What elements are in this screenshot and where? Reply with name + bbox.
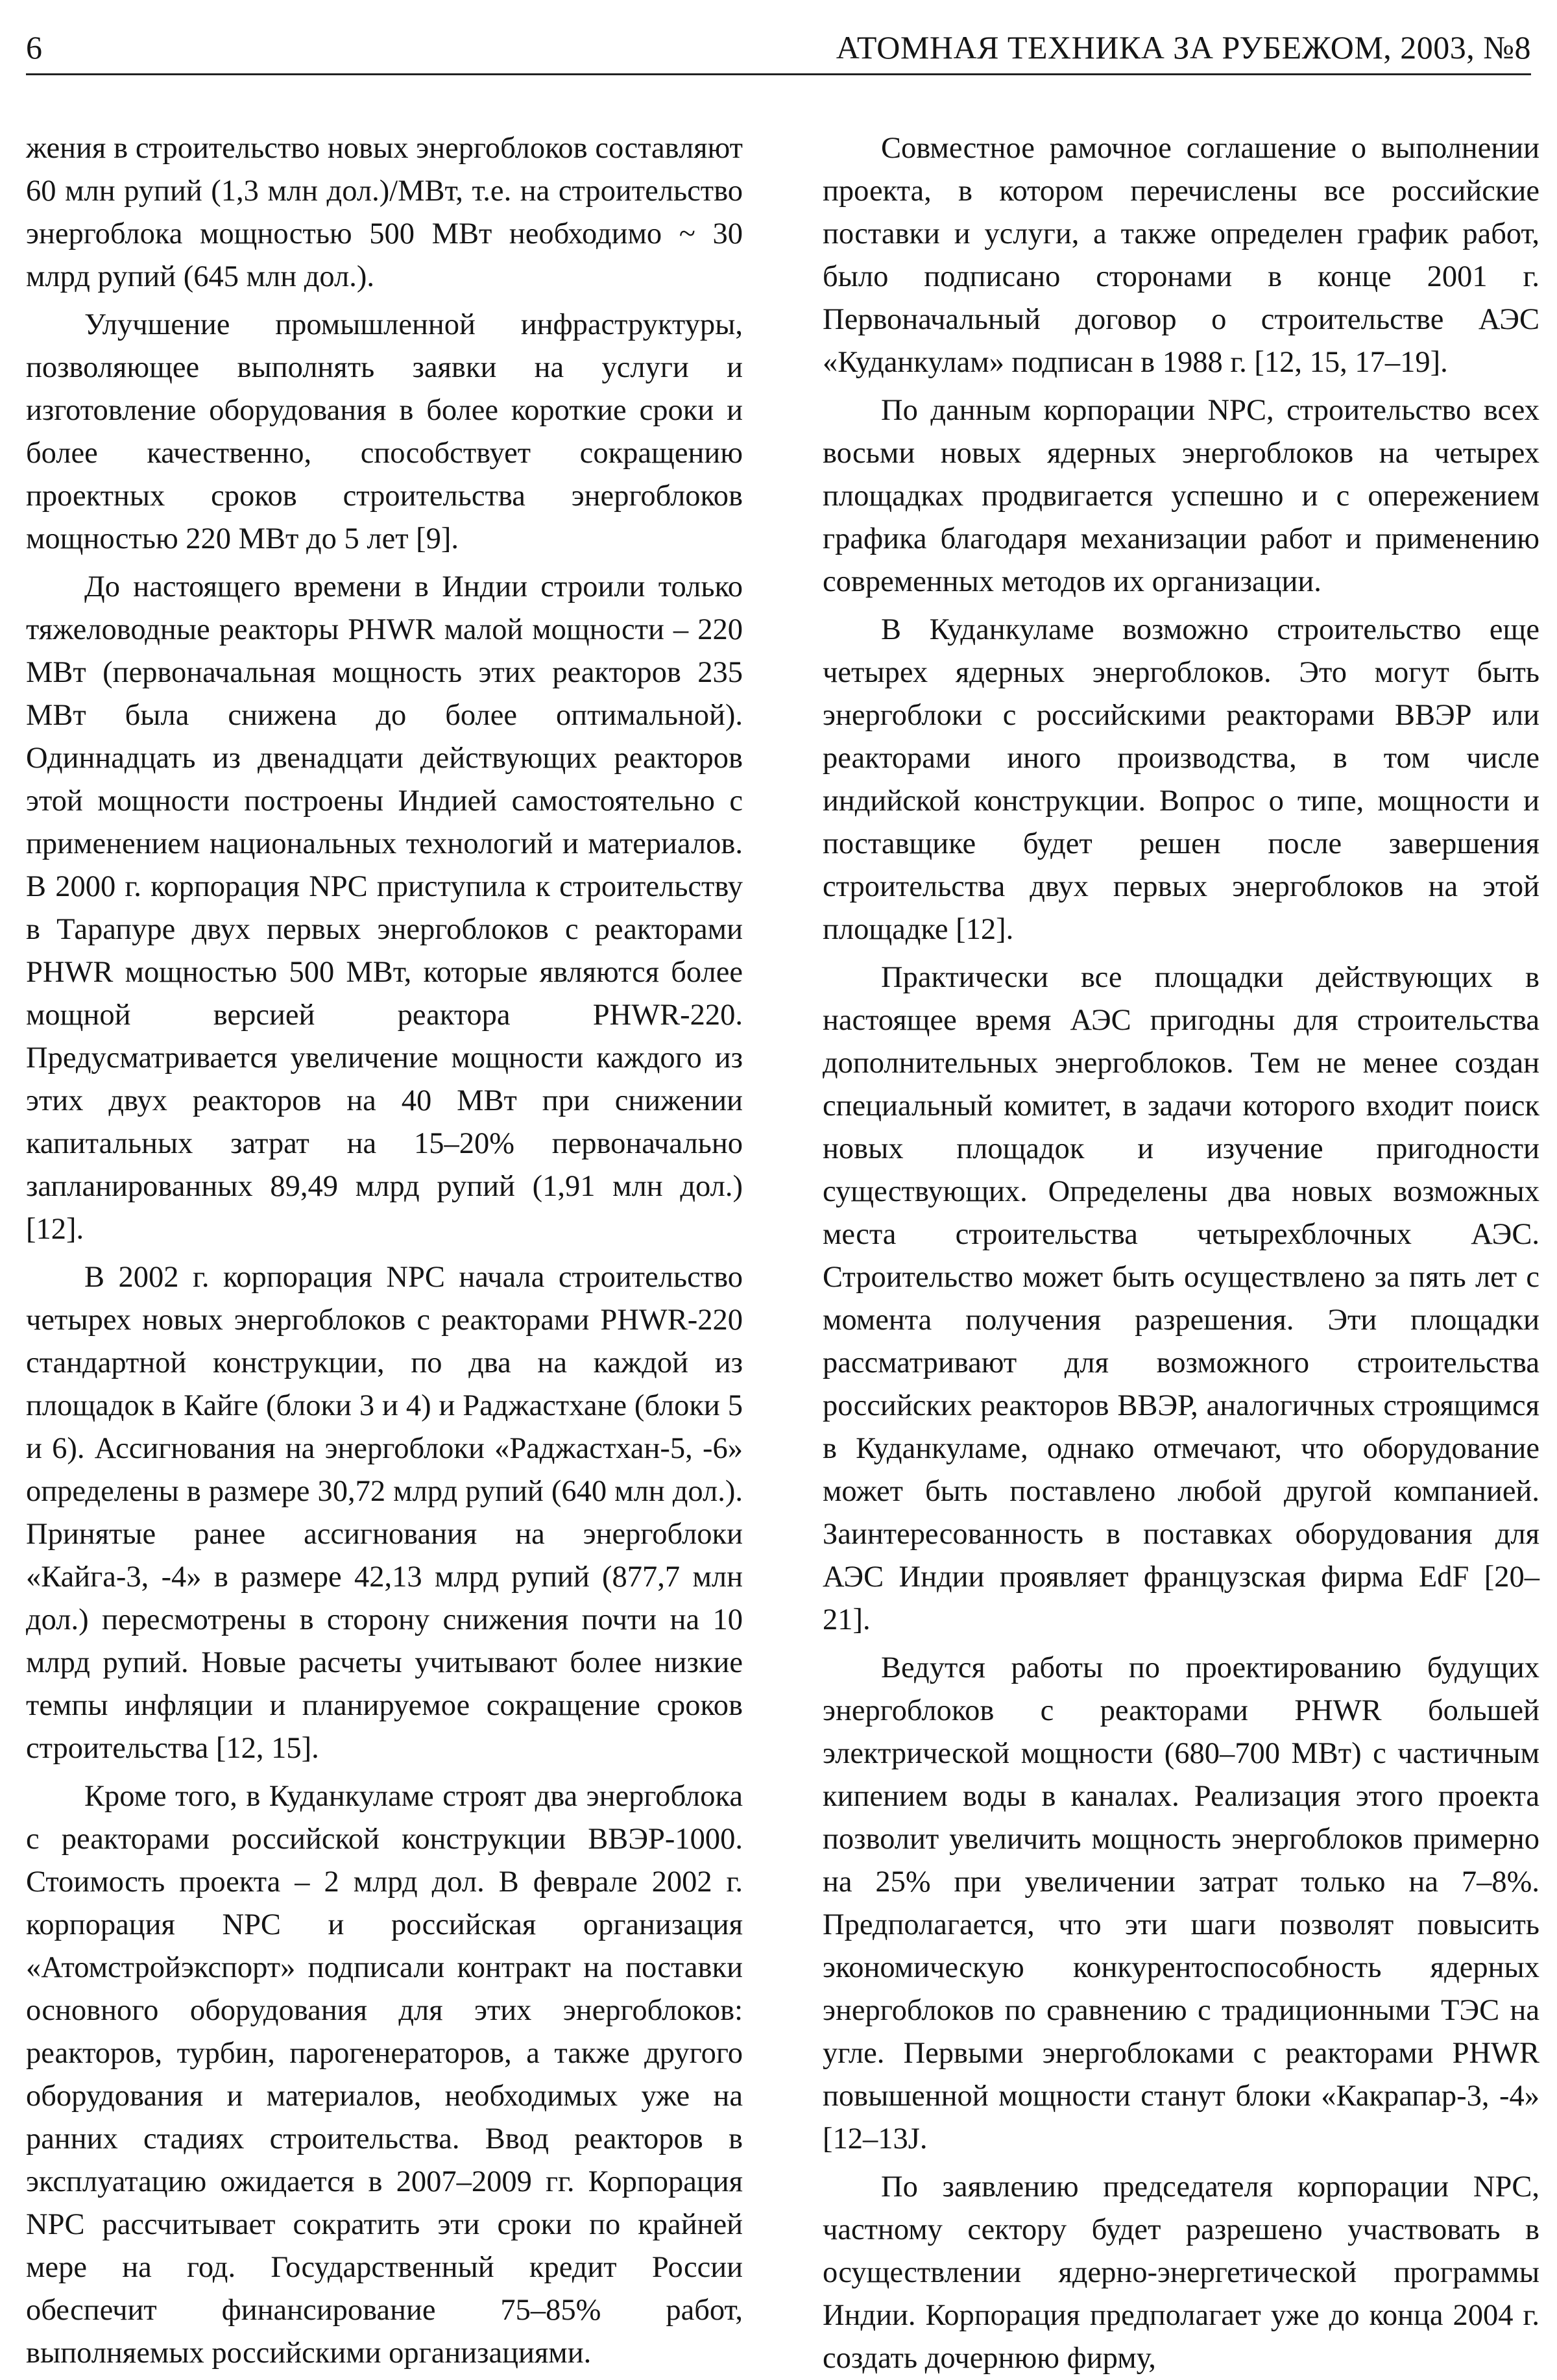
paragraph: В Куданкуламе возможно строительство еще четырех ядерных энергоблоков. Это могут быть энергоблоки с российскими реакторами ВВЭР или реакторами иного производства, в том числе индийской конструкции. Вопрос о типе, мощности и поставщике будет решен после завершения строительства двух первых энергоблоков на этой площадке [12]. (823, 613, 1539, 946)
paragraph: жения в строительство новых энергоблоков составляют 60 млн рупий (1,3 млн дол.)/МВт, т.е. на строительство энергоблока мощностью 500 МВт необходимо ~ 30 млрд рупий (645 млн дол.). (26, 132, 743, 293)
paragraph: В 2002 г. корпорация NPC начала строительство четырех новых энергоблоков с реакторами PHWR-220 стандартной конструкции, по два на каждой из площадок в Кайге (блоки 3 и 4) и Раджастхане (блоки 5 и 6). Ассигнования на энергоблоки «Раджастхан-5, -6» определены в размере 30,72 млрд рупий (640 млн дол.). Принятые ранее ассигнования на энергоблоки «Кайга-3, -4» в размере 42,13 млрд рупий (877,7 млн дол.) пересмотрены в сторону снижения почти на 10 млрд рупий. Новые расчеты учитывают более низкие темпы инфляции и планируемое сокращение сроков строительства [12, 15]. (26, 1261, 743, 1765)
paragraph: По заявлению председателя корпорации NPC, частному сектору будет разрешено участвовать в осуществлении ядерно-энергетической программы Индии. Корпорация предполагает уже до конца 2004 г. создать дочернюю фирму, (823, 2170, 1539, 2375)
paragraph: Улучшение промышленной инфраструктуры, позволяющее выполнять заявки на услуги и изготовление оборудования в более короткие сроки и более качественно, способствует сокращению проектных сроков строительства энергоблоков мощностью 220 МВт до 5 лет [9]. (26, 308, 743, 555)
header-rule (26, 73, 1531, 75)
paragraph: Кроме того, в Куданкуламе строят два энергоблока с реакторами российской конструкции ВВЭР-1000. Стоимость проекта – 2 млрд дол. В феврале 2002 г. корпорация NPC и российская организация «Атомстройэкспорт» подписали контракт на поставки основного оборудования для этих энергоблоков: реакторов, турбин, парогенераторов, а также другого оборудования и материалов, необходимых уже на ранних стадиях строительства. Ввод реакторов в эксплуатацию ожидается в 2007–2009 гг. Корпорация NPC рассчитывает сократить эти сроки по крайней мере на год. Государственный кредит России обеспечит финансирование 75–85% работ, выполняемых российскими организациями. (26, 1780, 743, 2370)
page-number: 6 (26, 29, 42, 66)
right-column (823, 127, 1539, 2375)
paragraph: До настоящего времени в Индии строили только тяжеловодные реакторы PHWR малой мощности – 220 МВт (первоначальная мощность этих реакторов 235 МВт была снижена до более оптимальной). Одиннадцать из двенадцати действующих реакторов этой мощности построены Индией самостоятельно с применением национальных технологий и материалов. В 2000 г. корпорация NPC приступила к строительству в Тарапуре двух первых энергоблоков с реакторами PHWR мощностью 500 МВт, которые являются более мощной версией реактора PHWR-220. Предусматривается увеличение мощности каждого из этих двух реакторов на 40 МВт при снижении капитальных затрат на 15–20% первоначально запланированных 89,49 млрд рупий (1,91 млн дол.) [12]. (26, 570, 743, 1246)
paragraph: Совместное рамочное соглашение о выполнении проекта, в котором перечислены все российские поставки и услуги, а также определен график работ, было подписано сторонами в конце 2001 г. Первоначальный договор о строительстве АЭС «Куданкулам» подписан в 1988 г. [12, 15, 17–19]. (823, 132, 1539, 379)
paragraph: Ведутся работы по проектированию будущих энергоблоков с реакторами PHWR большей электрической мощности (680–700 МВт) с частичным кипением воды в каналах. Реализация этого проекта позволит увеличить мощность энергоблоков примерно на 25% при увеличении затрат только на 7–8%. Предполагается, что эти шаги позволят повысить экономическую конкурентоспособность ядерных энергоблоков по сравнению с традиционными ТЭС на угле. Первыми энергоблоками с реакторами PHWR повышенной мощности станут блоки «Какрапар-3, -4» [12–13J. (823, 1651, 1539, 2155)
journal-title: АТОМНАЯ ТЕХНИКА ЗА РУБЕЖОМ, 2003, №8 (836, 29, 1531, 66)
running-header (26, 25, 1531, 70)
paragraph: По данным корпорации NPC, строительство всех восьми новых ядерных энергоблоков на четырех площадках продвигается успешно и с опережением графика благодаря механизации работ и применению современных методов их организации. (823, 394, 1539, 598)
paragraph: Практически все площадки действующих в настоящее время АЭС пригодны для строительства дополнительных энергоблоков. Тем не менее создан специальный комитет, в задачи которого входит поиск новых площадок и изучение пригодности существующих. Определены два новых возможных места строительства четырехблочных АЭС. Строительство может быть осуществлено за пять лет с момента получения разрешения. Эти площадки рассматривают для возможного строительства российских реакторов ВВЭР, аналогичных строящимся в Куданкуламе, однако отмечают, что оборудование может быть поставлено любой другой компанией. Заинтересованность в поставках оборудования для АЭС Индии проявляет французская фирма EdF [20–21]. (823, 961, 1539, 1636)
left-column (26, 127, 743, 2370)
